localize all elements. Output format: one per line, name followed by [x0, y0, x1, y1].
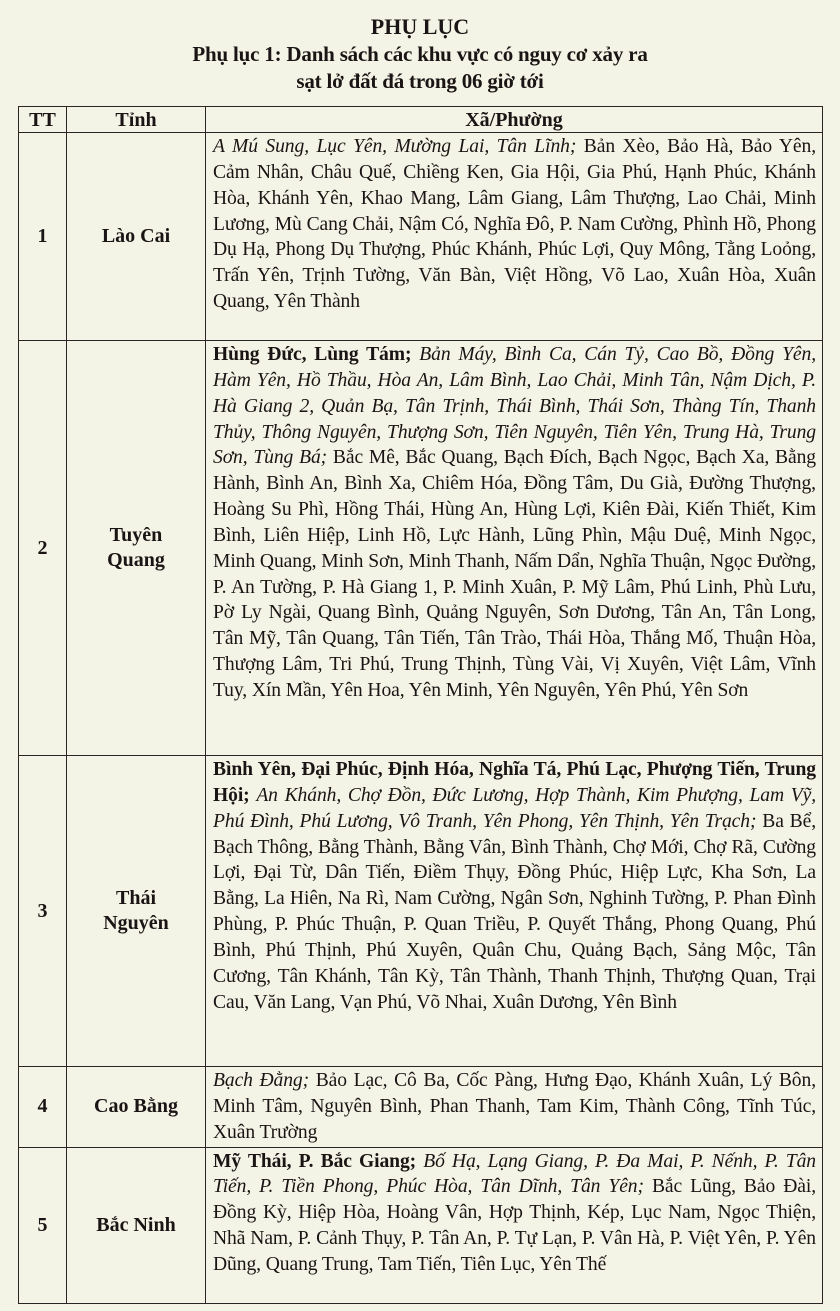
- ward-list-italic: Bố Hạ, Lạng Giang, P. Đa Mai, P. Nếnh, P. Tân Tiến, P. Tiền Phong, Phúc Hòa, Tân Dĩnh, Tân Yên;: [213, 1150, 816, 1198]
- province-name: Bắc Ninh: [67, 1147, 206, 1303]
- row-number: 2: [19, 341, 67, 756]
- province-name: [67, 341, 206, 756]
- ward-list: [206, 1147, 823, 1303]
- header-wards: Xã/Phường: [206, 107, 823, 133]
- ward-list: [206, 756, 823, 1067]
- province-name: Cao Bằng: [67, 1067, 206, 1148]
- row-number: 1: [19, 133, 67, 341]
- table-row: [19, 1147, 823, 1303]
- ward-list-normal: Bắc Lũng, Bảo Đài, Đồng Kỳ, Hiệp Hòa, Hoàng Vân, Hợp Thịnh, Kép, Lục Nam, Ngọc Thiện, Nhã Nam, P. Cảnh Thụy, P. Tân An, P. Tự Lạn, P. Vân Hà, P. Việt Yên, P. Yên Dũng, Quang Trung, Tam Tiến, Tiên Lục, Yên Thế: [213, 1176, 816, 1275]
- ward-list-italic: Bản Máy, Bình Ca, Cán Tỷ, Cao Bồ, Đồng Yên, Hàm Yên, Hồ Thầu, Hòa An, Lâm Bình, Lao Chải, Minh Tân, Nậm Dịch, P. Hà Giang 2, Quản Bạ, Tân Trịnh, Thái Bình, Thái Sơn, Thàng Tín, Thanh Thủy, Thông Nguyên, Thượng Sơn, Tiên Nguyên, Tiên Yên, Trung Hà, Trung Sơn, Tùng Bá;: [213, 344, 816, 469]
- row-number: 4: [19, 1067, 67, 1148]
- ward-list-normal: Bắc Mê, Bắc Quang, Bạch Đích, Bạch Ngọc, Bạch Xa, Bằng Hành, Bình An, Bình Xa, Chiêm Hóa, Đồng Tâm, Du Già, Đường Thượng, Hoàng Su Phì, Hồng Thái, Hùng An, Hùng Lợi, Kiên Đài, Kiến Thiết, Kim Bình, Liên Hiệp, Linh Hồ, Lực Hành, Lũng Phìn, Mậu Duệ, Minh Ngọc, Minh Quang, Minh Sơn, Minh Thanh, Nấm Dẩn, Nghĩa Thuận, Ngọc Đường, P. An Tường, P. Hà Giang 1, P. Minh Xuân, P. Mỹ Lâm, Phú Linh, Phù Lưu, Pờ Ly Ngài, Quang Bình, Quảng Nguyên, Sơn Dương, Tân An, Tân Long, Tân Mỹ, Tân Quang, Tân Tiến, Tân Trào, Thái Hòa, Thắng Mố, Thuận Hòa, Thượng Lâm, Tri Phú, Trung Thịnh, Tùng Vài, Vị Xuyên, Việt Lâm, Vĩnh Tuy, Xín Mần, Yên Hoa, Yên Minh, Yên Nguyên, Yên Phú, Yên Sơn: [213, 447, 816, 701]
- ward-list-italic: An Khánh, Chợ Đồn, Đức Lương, Hợp Thành, Kim Phượng, Lam Vỹ, Phú Đình, Phú Lương, Vô Tranh, Yên Phong, Yên Thịnh, Yên Trạch;: [213, 784, 816, 832]
- province-name: Lào Cai: [67, 133, 206, 341]
- table-row: [19, 756, 823, 1067]
- ward-list: [206, 1067, 823, 1148]
- ward-list-normal: Bản Xèo, Bảo Hà, Bảo Yên, Cảm Nhân, Châu Quế, Chiềng Ken, Gia Hội, Gia Phú, Hạnh Phúc, Khánh Hòa, Khánh Yên, Khao Mang, Lâm Giang, Lâm Thượng, Lao Chải, Minh Lương, Mù Cang Chải, Nậm Có, Nghĩa Đô, P. Nam Cường, Phình Hồ, Phong Dụ Hạ, Phong Dụ Thượng, Phúc Khánh, Phúc Lợi, Quy Mông, Tằng Loỏng, Trấn Yên, Trịnh Tường, Văn Bàn, Việt Hồng, Võ Lao, Xuân Hòa, Xuân Quang, Yên Thành: [213, 136, 816, 313]
- header-province: Tỉnh: [67, 107, 206, 133]
- header-tt: TT: [19, 107, 67, 133]
- ward-list-bold: Mỹ Thái, P. Bắc Giang;: [213, 1150, 424, 1172]
- province-name-text: Tuyên Quang: [107, 524, 165, 571]
- ward-list: [206, 133, 823, 341]
- province-name: [67, 756, 206, 1067]
- row-number: 5: [19, 1147, 67, 1303]
- document-subtitle-line1: Phụ lục 1: Danh sách các khu vực có nguy cơ xảy ra: [192, 42, 648, 66]
- table-row: [19, 133, 823, 341]
- table-row: [19, 341, 823, 756]
- ward-list-normal: Ba Bể, Bạch Thông, Bằng Thành, Bằng Vân, Bình Thành, Chợ Mới, Chợ Rã, Cường Lợi, Đại Từ, Dân Tiến, Điềm Thụy, Đồng Phúc, Hiệp Lực, Kha Sơn, La Bằng, La Hiên, Na Rì, Nam Cường, Ngân Sơn, Nghinh Tường, P. Phan Đình Phùng, P. Phúc Thuận, P. Quan Triều, P. Quyết Thắng, Phong Quang, Phú Bình, Phú Thịnh, Phú Xuyên, Quân Chu, Quảng Bạch, Sảng Mộc, Tân Cương, Tân Khánh, Tân Kỳ, Tân Thành, Thanh Thịnh, Thượng Quan, Trại Cau, Văn Lang, Vạn Phú, Võ Nhai, Xuân Dương, Yên Bình: [213, 810, 816, 1013]
- province-name-text: Thái Nguyên: [103, 887, 169, 934]
- ward-list-normal: Bảo Lạc, Cô Ba, Cốc Pàng, Hưng Đạo, Khánh Xuân, Lý Bôn, Minh Tâm, Nguyên Bình, Phan Thanh, Tam Kim, Thành Công, Tĩnh Túc, Xuân Trường: [213, 1070, 816, 1143]
- table-header-row: [19, 107, 823, 133]
- table-row: [19, 1067, 823, 1148]
- ward-list-bold: Hùng Đức, Lùng Tám;: [213, 344, 420, 365]
- ward-list-bold: Bình Yên, Đại Phúc, Định Hóa, Nghĩa Tá, Phú Lạc, Phượng Tiến, Trung Hội;: [213, 759, 816, 806]
- landslide-risk-table: [18, 106, 823, 1304]
- ward-list: [206, 341, 823, 756]
- ward-list-italic: Bạch Đằng;: [213, 1070, 310, 1091]
- row-number: 3: [19, 756, 67, 1067]
- document-subtitle-line2: sạt lở đất đá trong 06 giờ tới: [296, 69, 544, 93]
- document-title: PHỤ LỤC: [370, 14, 470, 39]
- ward-list-italic: A Mú Sung, Lục Yên, Mường Lai, Tân Lĩnh;: [213, 136, 577, 157]
